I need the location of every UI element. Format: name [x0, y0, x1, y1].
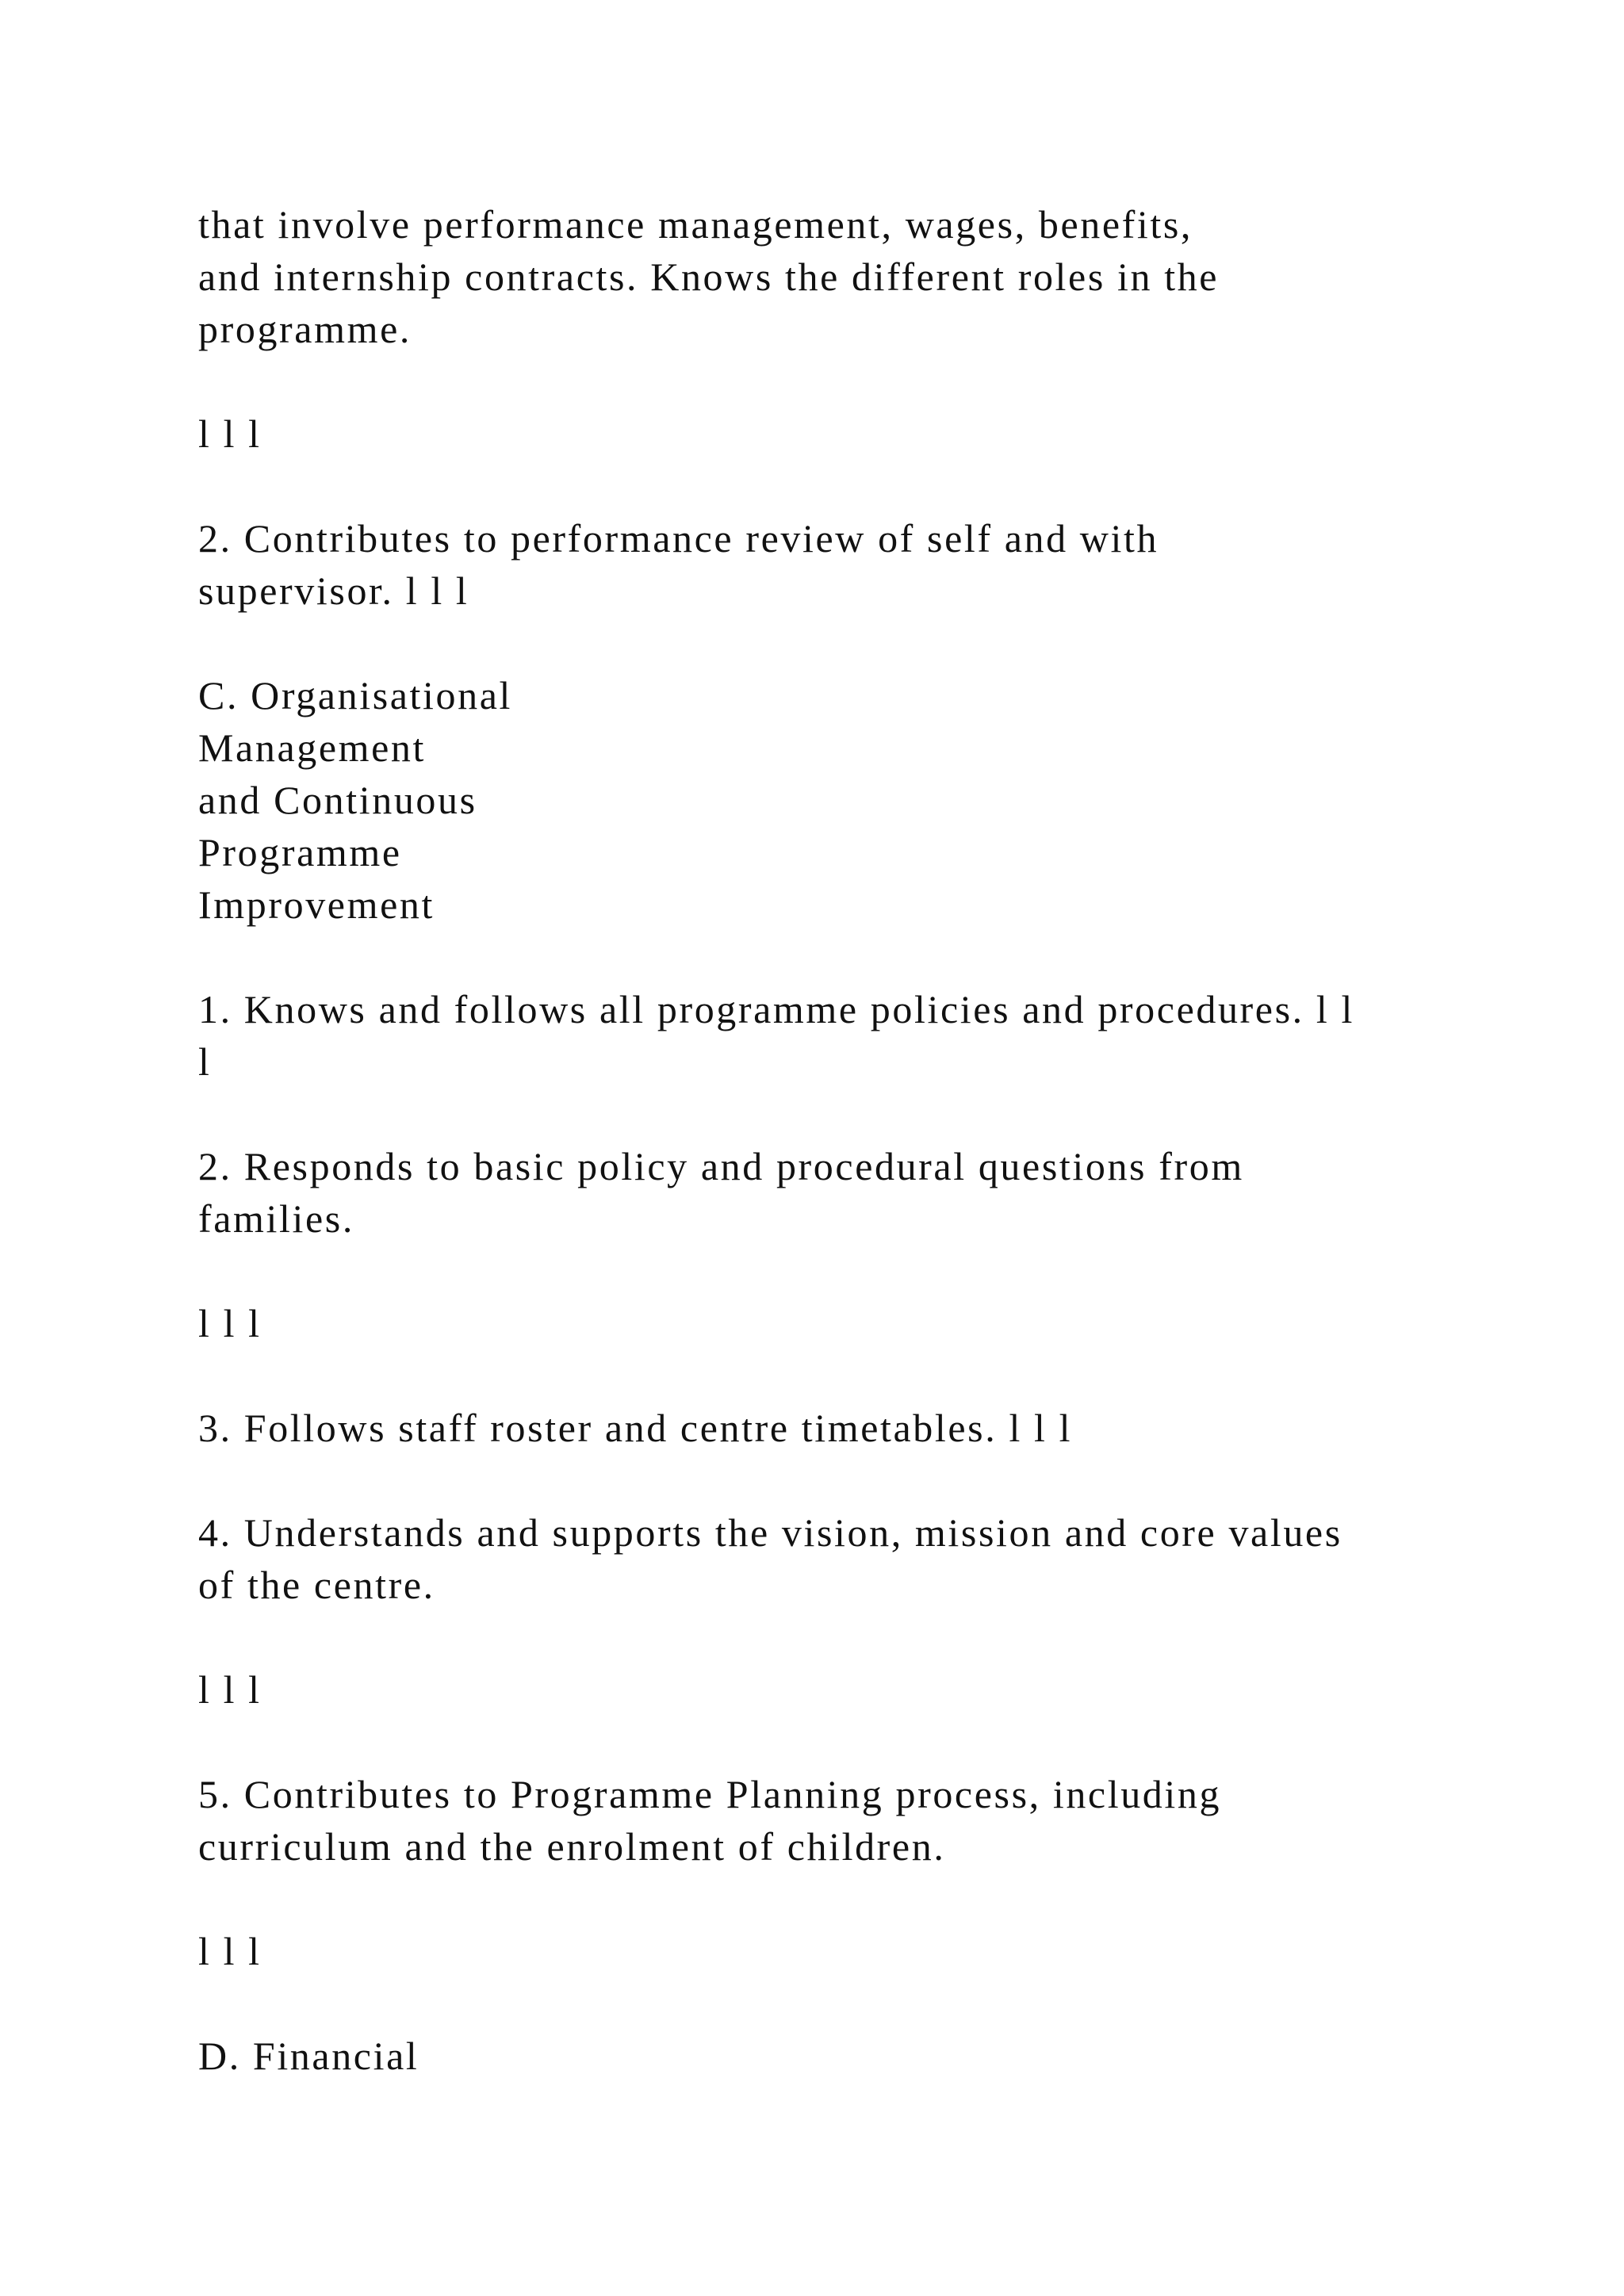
rating-marks: l l l — [198, 1301, 262, 1345]
text-line-14: 2. Responds to basic policy and procedural questions from — [198, 1144, 1244, 1188]
text-line-17: 3. Follows staff roster and centre timetables. l l l — [198, 1406, 1073, 1450]
text-line-1: that involve performance management, wages, benefits, — [198, 202, 1193, 247]
text-line-21: 5. Contributes to Programme Planning process, including — [198, 1772, 1222, 1816]
text-line-18: 4. Understands and supports the vision, mission and core values — [198, 1510, 1342, 1555]
text-line-5: 2. Contributes to performance review of self and with — [198, 516, 1159, 561]
section-heading-d: D. Financial — [198, 2034, 419, 2078]
section-heading-c-line-2: Management — [198, 725, 427, 770]
text-line-22: curriculum and the enrolment of children. — [198, 1824, 946, 1869]
text-line-6: supervisor. l l l — [198, 568, 469, 613]
rating-marks: l l l — [198, 1667, 262, 1712]
text-line-3: programme. — [198, 307, 412, 351]
section-heading-c-line-4: Programme — [198, 830, 402, 874]
text-line-13: l — [198, 1039, 212, 1084]
text-line-2: and internship contracts. Knows the different roles in the — [198, 254, 1220, 299]
rating-marks: l l l — [198, 411, 262, 456]
text-line-12: 1. Knows and follows all programme policies and procedures. l l — [198, 987, 1354, 1031]
rating-marks: l l l — [198, 1929, 262, 1973]
section-heading-c-line-1: C. Organisational — [198, 673, 513, 718]
section-heading-c-line-3: and Continuous — [198, 778, 477, 822]
section-heading-c-line-5: Improvement — [198, 882, 435, 927]
text-line-19: of the centre. — [198, 1563, 435, 1607]
text-line-15: families. — [198, 1196, 354, 1241]
